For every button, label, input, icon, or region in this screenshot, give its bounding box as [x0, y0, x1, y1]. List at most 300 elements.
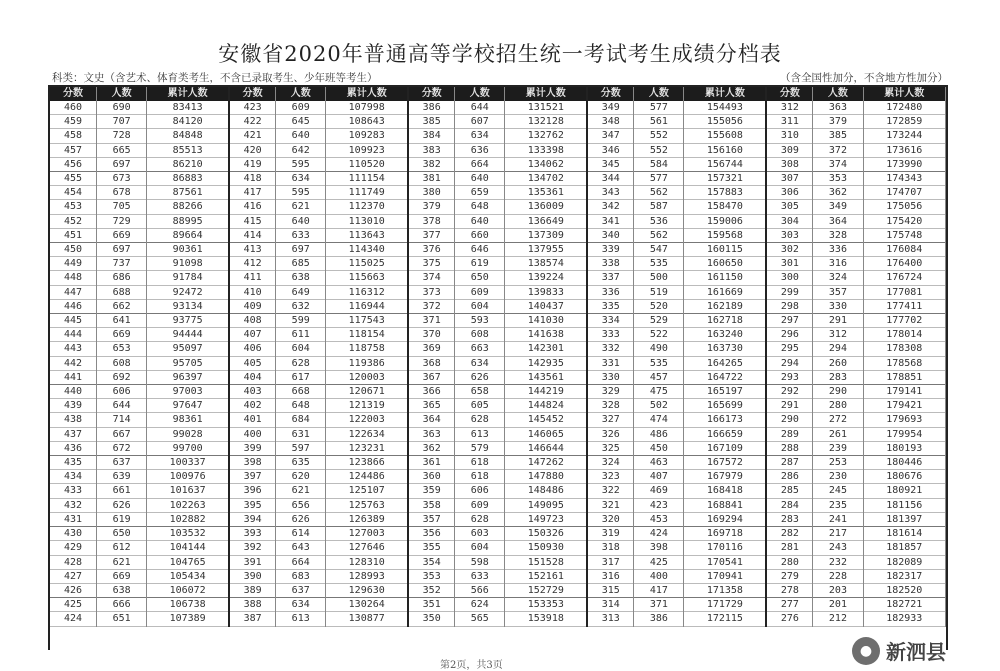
table-cell: 419 [229, 157, 276, 171]
table-cell: 311 [766, 115, 813, 129]
table-cell: 116944 [326, 299, 408, 313]
table-cell: 350 [408, 612, 455, 626]
table-cell: 339 [587, 243, 634, 257]
table-cell: 90361 [147, 243, 229, 257]
table-cell: 640 [455, 214, 505, 228]
table-cell: 306 [766, 186, 813, 200]
table-cell: 169718 [684, 527, 766, 541]
table-cell: 357 [813, 285, 863, 299]
table-cell: 535 [634, 356, 684, 370]
table-cell: 367 [408, 370, 455, 384]
table-cell: 157321 [684, 172, 766, 186]
table-cell: 143561 [505, 370, 587, 384]
table-cell: 300 [766, 271, 813, 285]
table-cell: 421 [229, 129, 276, 143]
table-cell: 180446 [863, 456, 945, 470]
table-cell: 353 [408, 569, 455, 583]
table-cell: 520 [634, 299, 684, 313]
table-cell: 621 [276, 200, 326, 214]
table-cell: 152161 [505, 569, 587, 583]
table-cell: 595 [276, 186, 326, 200]
table-cell: 156744 [684, 157, 766, 171]
table-cell: 447 [50, 285, 97, 299]
table-cell: 562 [634, 228, 684, 242]
table-cell: 561 [634, 115, 684, 129]
table-row [50, 101, 946, 115]
table-cell: 635 [276, 456, 326, 470]
table-cell: 438 [50, 413, 97, 427]
table-cell: 336 [813, 243, 863, 257]
table-cell: 372 [408, 299, 455, 313]
table-row [50, 456, 946, 470]
table-cell: 152729 [505, 583, 587, 597]
table-cell: 347 [587, 129, 634, 143]
column-header: 人数 [97, 87, 147, 101]
table-cell: 108643 [326, 115, 408, 129]
table-cell: 176724 [863, 271, 945, 285]
table-cell: 669 [97, 569, 147, 583]
table-cell: 437 [50, 427, 97, 441]
table-cell: 659 [455, 186, 505, 200]
table-cell: 294 [766, 356, 813, 370]
table-cell: 363 [408, 427, 455, 441]
table-cell: 459 [50, 115, 97, 129]
table-cell: 639 [97, 470, 147, 484]
table-row [50, 328, 946, 342]
table-cell: 618 [455, 456, 505, 470]
table-cell: 728 [97, 129, 147, 143]
table-cell: 147880 [505, 470, 587, 484]
table-cell: 373 [408, 285, 455, 299]
table-cell: 84120 [147, 115, 229, 129]
table-cell: 392 [229, 541, 276, 555]
table-cell: 307 [766, 172, 813, 186]
table-cell: 597 [276, 441, 326, 455]
table-cell: 432 [50, 498, 97, 512]
table-cell: 299 [766, 285, 813, 299]
table-cell: 663 [455, 342, 505, 356]
table-cell: 640 [455, 172, 505, 186]
table-cell: 160115 [684, 243, 766, 257]
table-cell: 99028 [147, 427, 229, 441]
table-cell: 450 [634, 441, 684, 455]
table-cell: 161150 [684, 271, 766, 285]
column-header: 累计人数 [684, 87, 766, 101]
table-cell: 182317 [863, 569, 945, 583]
table-cell: 260 [813, 356, 863, 370]
table-cell: 181397 [863, 512, 945, 526]
table-cell: 577 [634, 172, 684, 186]
table-cell: 277 [766, 598, 813, 612]
table-row [50, 413, 946, 427]
table-row [50, 214, 946, 228]
table-cell: 134062 [505, 157, 587, 171]
table-cell: 443 [50, 342, 97, 356]
table-cell: 631 [276, 427, 326, 441]
table-cell: 177411 [863, 299, 945, 313]
table-cell: 276 [766, 612, 813, 626]
table-row [50, 612, 946, 626]
table-cell: 643 [276, 541, 326, 555]
table-cell: 633 [276, 228, 326, 242]
table-cell: 410 [229, 285, 276, 299]
table-cell: 351 [408, 598, 455, 612]
table-cell: 130877 [326, 612, 408, 626]
table-body [50, 101, 946, 626]
table-cell: 604 [455, 299, 505, 313]
table-row [50, 555, 946, 569]
table-row [50, 399, 946, 413]
table-cell: 646 [455, 243, 505, 257]
table-cell: 374 [408, 271, 455, 285]
table-cell: 297 [766, 314, 813, 328]
table-cell: 577 [634, 101, 684, 115]
table-row [50, 299, 946, 313]
table-cell: 316 [587, 569, 634, 583]
table-cell: 457 [50, 143, 97, 157]
table-cell: 104144 [147, 541, 229, 555]
table-cell: 668 [276, 385, 326, 399]
table-cell: 105434 [147, 569, 229, 583]
table-cell: 384 [408, 129, 455, 143]
table-cell: 634 [455, 356, 505, 370]
table-cell: 737 [97, 257, 147, 271]
column-header: 分数 [766, 87, 813, 101]
table-cell: 305 [766, 200, 813, 214]
column-header: 人数 [634, 87, 684, 101]
table-cell: 457 [634, 370, 684, 384]
table-cell: 333 [587, 328, 634, 342]
table-cell: 83413 [147, 101, 229, 115]
table-cell: 147262 [505, 456, 587, 470]
table-cell: 697 [97, 157, 147, 171]
table-cell: 648 [455, 200, 505, 214]
table-cell: 690 [97, 101, 147, 115]
table-cell: 403 [229, 385, 276, 399]
table-cell: 415 [229, 214, 276, 228]
table-cell: 407 [229, 328, 276, 342]
table-cell: 212 [813, 612, 863, 626]
table-cell: 230 [813, 470, 863, 484]
table-cell: 85513 [147, 143, 229, 157]
table-cell: 296 [766, 328, 813, 342]
table-cell: 405 [229, 356, 276, 370]
table-cell: 131521 [505, 101, 587, 115]
table-cell: 136649 [505, 214, 587, 228]
table-cell: 452 [50, 214, 97, 228]
table-cell: 142301 [505, 342, 587, 356]
table-cell: 455 [50, 172, 97, 186]
bonus-note: （含全国性加分，不含地方性加分） [780, 72, 948, 84]
table-cell: 613 [455, 427, 505, 441]
table-cell: 127646 [326, 541, 408, 555]
table-cell: 86210 [147, 157, 229, 171]
table-cell: 177081 [863, 285, 945, 299]
table-cell: 463 [634, 456, 684, 470]
table-cell: 460 [50, 101, 97, 115]
table-row [50, 200, 946, 214]
table-cell: 634 [455, 129, 505, 143]
table-cell: 155056 [684, 115, 766, 129]
table-row [50, 314, 946, 328]
table-cell: 97647 [147, 399, 229, 413]
table-cell: 614 [276, 527, 326, 541]
table-cell: 369 [408, 342, 455, 356]
table-cell: 388 [229, 598, 276, 612]
table-cell: 424 [634, 527, 684, 541]
column-header: 累计人数 [147, 87, 229, 101]
table-row [50, 143, 946, 157]
table-cell: 368 [408, 356, 455, 370]
table-cell: 95705 [147, 356, 229, 370]
table-cell: 146065 [505, 427, 587, 441]
table-cell: 92472 [147, 285, 229, 299]
table-cell: 330 [813, 299, 863, 313]
table-cell: 729 [97, 214, 147, 228]
table-cell: 312 [766, 101, 813, 115]
table-cell: 302 [766, 243, 813, 257]
table-cell: 253 [813, 456, 863, 470]
table-cell: 117543 [326, 314, 408, 328]
table-row [50, 598, 946, 612]
table-cell: 626 [276, 512, 326, 526]
table-cell: 173616 [863, 143, 945, 157]
table-cell: 637 [276, 583, 326, 597]
table-cell: 379 [408, 200, 455, 214]
table-cell: 144219 [505, 385, 587, 399]
table-row [50, 569, 946, 583]
table-cell: 619 [455, 257, 505, 271]
table-cell: 365 [408, 399, 455, 413]
table-cell: 678 [97, 186, 147, 200]
table-cell: 109923 [326, 143, 408, 157]
table-row [50, 257, 946, 271]
table-cell: 664 [455, 157, 505, 171]
table-cell: 176084 [863, 243, 945, 257]
table-cell: 407 [634, 470, 684, 484]
table-cell: 522 [634, 328, 684, 342]
table-cell: 153353 [505, 598, 587, 612]
table-cell: 280 [766, 555, 813, 569]
table-cell: 135361 [505, 186, 587, 200]
table-cell: 606 [97, 385, 147, 399]
table-row [50, 271, 946, 285]
table-cell: 149095 [505, 498, 587, 512]
table-cell: 433 [50, 484, 97, 498]
table-cell: 399 [229, 441, 276, 455]
table-cell: 584 [634, 157, 684, 171]
table-cell: 149723 [505, 512, 587, 526]
table-cell: 626 [97, 498, 147, 512]
table-cell: 454 [50, 186, 97, 200]
table-cell: 362 [813, 186, 863, 200]
table-cell: 156160 [684, 143, 766, 157]
table-cell: 301 [766, 257, 813, 271]
table-cell: 617 [276, 370, 326, 384]
table-cell: 332 [587, 342, 634, 356]
table-cell: 228 [813, 569, 863, 583]
table-cell: 170116 [684, 541, 766, 555]
table-cell: 340 [587, 228, 634, 242]
table-cell: 371 [408, 314, 455, 328]
score-table-container [48, 85, 948, 650]
table-cell: 171358 [684, 583, 766, 597]
table-cell: 107998 [326, 101, 408, 115]
table-cell: 126389 [326, 512, 408, 526]
table-cell: 640 [276, 129, 326, 143]
table-cell: 175748 [863, 228, 945, 242]
table-cell: 101637 [147, 484, 229, 498]
table-cell: 669 [97, 328, 147, 342]
table-cell: 110520 [326, 157, 408, 171]
table-cell: 356 [408, 527, 455, 541]
table-cell: 394 [229, 512, 276, 526]
table-cell: 349 [813, 200, 863, 214]
table-cell: 84848 [147, 129, 229, 143]
table-cell: 285 [766, 484, 813, 498]
table-cell: 95097 [147, 342, 229, 356]
table-cell: 475 [634, 385, 684, 399]
table-cell: 425 [634, 555, 684, 569]
table-header-row [50, 87, 946, 101]
table-cell: 338 [587, 257, 634, 271]
table-row [50, 186, 946, 200]
table-cell: 121319 [326, 399, 408, 413]
table-cell: 168418 [684, 484, 766, 498]
table-row [50, 285, 946, 299]
table-cell: 396 [229, 484, 276, 498]
table-cell: 423 [634, 498, 684, 512]
table-cell: 449 [50, 257, 97, 271]
table-cell: 261 [813, 427, 863, 441]
table-cell: 547 [634, 243, 684, 257]
table-cell: 172480 [863, 101, 945, 115]
table-cell: 125107 [326, 484, 408, 498]
table-cell: 342 [587, 200, 634, 214]
table-cell: 335 [587, 299, 634, 313]
table-cell: 445 [50, 314, 97, 328]
table-cell: 641 [97, 314, 147, 328]
table-cell: 606 [455, 484, 505, 498]
table-cell: 409 [229, 299, 276, 313]
table-cell: 89664 [147, 228, 229, 242]
table-cell: 177702 [863, 314, 945, 328]
table-cell: 638 [97, 583, 147, 597]
table-cell: 163240 [684, 328, 766, 342]
table-cell: 120003 [326, 370, 408, 384]
table-row [50, 470, 946, 484]
table-cell: 358 [408, 498, 455, 512]
table-cell: 411 [229, 271, 276, 285]
table-cell: 661 [97, 484, 147, 498]
table-cell: 349 [587, 101, 634, 115]
table-cell: 357 [408, 512, 455, 526]
table-cell: 97003 [147, 385, 229, 399]
brand-name: 新泗县 [886, 640, 946, 664]
table-cell: 431 [50, 512, 97, 526]
table-cell: 122003 [326, 413, 408, 427]
table-cell: 115663 [326, 271, 408, 285]
table-cell: 109283 [326, 129, 408, 143]
table-cell: 178851 [863, 370, 945, 384]
table-cell: 638 [276, 271, 326, 285]
table-cell: 382 [408, 157, 455, 171]
table-cell: 380 [408, 186, 455, 200]
table-cell: 128310 [326, 555, 408, 569]
table-cell: 284 [766, 498, 813, 512]
table-cell: 474 [634, 413, 684, 427]
table-cell: 115025 [326, 257, 408, 271]
table-cell: 669 [97, 228, 147, 242]
table-cell: 132128 [505, 115, 587, 129]
table-cell: 100976 [147, 470, 229, 484]
table-cell: 705 [97, 200, 147, 214]
table-cell: 658 [455, 385, 505, 399]
table-cell: 341 [587, 214, 634, 228]
table-cell: 656 [276, 498, 326, 512]
table-cell: 113643 [326, 228, 408, 242]
table-cell: 439 [50, 399, 97, 413]
table-cell: 666 [97, 598, 147, 612]
table-cell: 171729 [684, 598, 766, 612]
table-cell: 519 [634, 285, 684, 299]
table-cell: 697 [276, 243, 326, 257]
table-cell: 175056 [863, 200, 945, 214]
table-cell: 387 [229, 612, 276, 626]
table-cell: 293 [766, 370, 813, 384]
table-cell: 102882 [147, 512, 229, 526]
table-cell: 179141 [863, 385, 945, 399]
page-title: 安徽省2020年普通高等学校招生统一考试考生成绩分档表 [218, 42, 782, 66]
table-cell: 359 [408, 484, 455, 498]
table-cell: 160650 [684, 257, 766, 271]
table-cell: 344 [587, 172, 634, 186]
table-cell: 628 [455, 413, 505, 427]
table-cell: 346 [587, 143, 634, 157]
table-cell: 426 [50, 583, 97, 597]
table-cell: 157883 [684, 186, 766, 200]
table-cell: 371 [634, 598, 684, 612]
table-cell: 361 [408, 456, 455, 470]
table-cell: 181156 [863, 498, 945, 512]
table-cell: 144824 [505, 399, 587, 413]
table-cell: 619 [97, 512, 147, 526]
table-cell: 150930 [505, 541, 587, 555]
table-row [50, 541, 946, 555]
table-cell: 133398 [505, 143, 587, 157]
table-cell: 178014 [863, 328, 945, 342]
table-cell: 401 [229, 413, 276, 427]
table-cell: 327 [587, 413, 634, 427]
table-cell: 151528 [505, 555, 587, 569]
table-cell: 217 [813, 527, 863, 541]
table-cell: 598 [455, 555, 505, 569]
table-cell: 355 [408, 541, 455, 555]
table-cell: 235 [813, 498, 863, 512]
table-cell: 408 [229, 314, 276, 328]
table-cell: 158470 [684, 200, 766, 214]
table-cell: 634 [276, 598, 326, 612]
table-cell: 552 [634, 129, 684, 143]
table-cell: 330 [587, 370, 634, 384]
table-cell: 286 [766, 470, 813, 484]
table-row [50, 512, 946, 526]
table-cell: 326 [587, 427, 634, 441]
table-row [50, 527, 946, 541]
table-cell: 176400 [863, 257, 945, 271]
table-cell: 290 [766, 413, 813, 427]
table-cell: 173244 [863, 129, 945, 143]
